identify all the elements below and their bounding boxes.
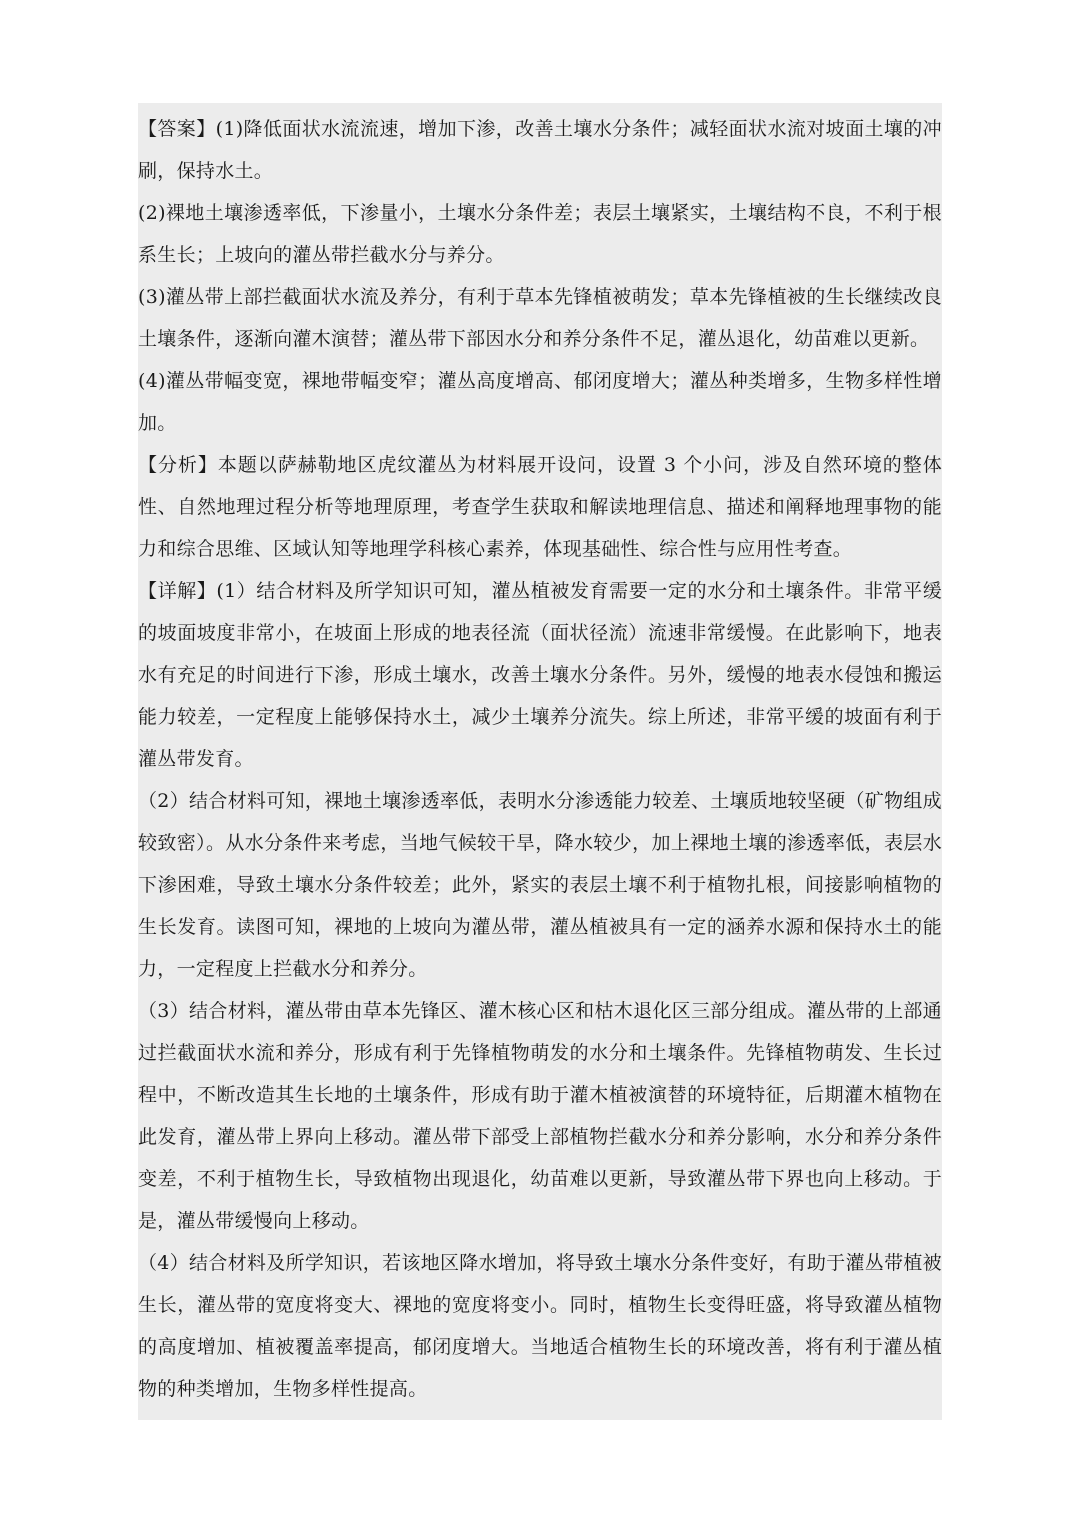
answer-content xyxy=(138,108,942,1410)
detail-paragraph: （4）结合材料及所学知识，若该地区降水增加，将导致土壤水分条件变好，有助于灌丛带植被生长，灌丛带的宽度将变大、裸地的宽度将变小。同时，植物生长变得旺盛，将导致灌丛植物的高度增加、植被覆盖率提高，郁闭度增大。当地适合植物生长的环境改善，将有利于灌丛植物的种类增加，生物多样性提高。 xyxy=(138,1252,942,1400)
answer-paragraph: (4)灌丛带幅变宽，裸地带幅变窄；灌丛高度增高、郁闭度增大；灌丛种类增多，生物多样性增加。 xyxy=(138,370,942,434)
detail-paragraph: （2）结合材料可知，裸地土壤渗透率低，表明水分渗透能力较差、土壤质地较坚硬（矿物组成较致密）。从水分条件来考虑，当地气候较干旱，降水较少，加上裸地土壤的渗透率低，表层水下渗困难，导致土壤水分条件较差；此外，紧实的表层土壤不利于植物扎根，间接影响植物的生长发育。读图可知，裸地的上坡向为灌丛带，灌丛植被具有一定的涵养水源和保持水土的能力，一定程度上拦截水分和养分。 xyxy=(138,790,942,980)
detail-paragraph: 【详解】(1）结合材料及所学知识可知，灌丛植被发育需要一定的水分和土壤条件。非常平缓的坡面坡度非常小，在坡面上形成的地表径流（面状径流）流速非常缓慢。在此影响下，地表水有充足的时间进行下渗，形成土壤水，改善土壤水分条件。另外，缓慢的地表水侵蚀和搬运能力较差，一定程度上能够保持水土，减少土壤养分流失。综上所述，非常平缓的坡面有利于灌丛带发育。 xyxy=(138,580,942,770)
analysis-paragraph: 【分析】本题以萨赫勒地区虎纹灌丛为材料展开设问，设置 3 个小问，涉及自然环境的整体性、自然地理过程分析等地理原理，考查学生获取和解读地理信息、描述和阐释地理事物的能力和综合思维、区域认知等地理学科核心素养，体现基础性、综合性与应用性考查。 xyxy=(138,454,942,560)
answer-paragraph: (3)灌丛带上部拦截面状水流及养分，有利于草本先锋植被萌发；草本先锋植被的生长继续改良土壤条件，逐渐向灌木演替；灌丛带下部因水分和养分条件不足，灌丛退化，幼苗难以更新。 xyxy=(138,286,942,350)
detail-paragraph: （3）结合材料，灌丛带由草本先锋区、灌木核心区和枯木退化区三部分组成。灌丛带的上部通过拦截面状水流和养分，形成有利于先锋植物萌发的水分和土壤条件。先锋植物萌发、生长过程中，不断改造其生长地的土壤条件，形成有助于灌木植被演替的环境特征，后期灌木植物在此发育，灌丛带上界向上移动。灌丛带下部受上部植物拦截水分和养分影响，水分和养分条件变差，不利于植物生长，导致植物出现退化，幼苗难以更新，导致灌丛带下界也向上移动。于是，灌丛带缓慢向上移动。 xyxy=(138,1000,942,1232)
answer-paragraph: (2)裸地土壤渗透率低，下渗量小，土壤水分条件差；表层土壤紧实，土壤结构不良，不利于根系生长；上坡向的灌丛带拦截水分与养分。 xyxy=(138,202,942,266)
answer-paragraph: 【答案】(1)降低面状水流流速，增加下渗，改善土壤水分条件；减轻面状水流对坡面土壤的冲刷，保持水土。 xyxy=(138,118,942,182)
